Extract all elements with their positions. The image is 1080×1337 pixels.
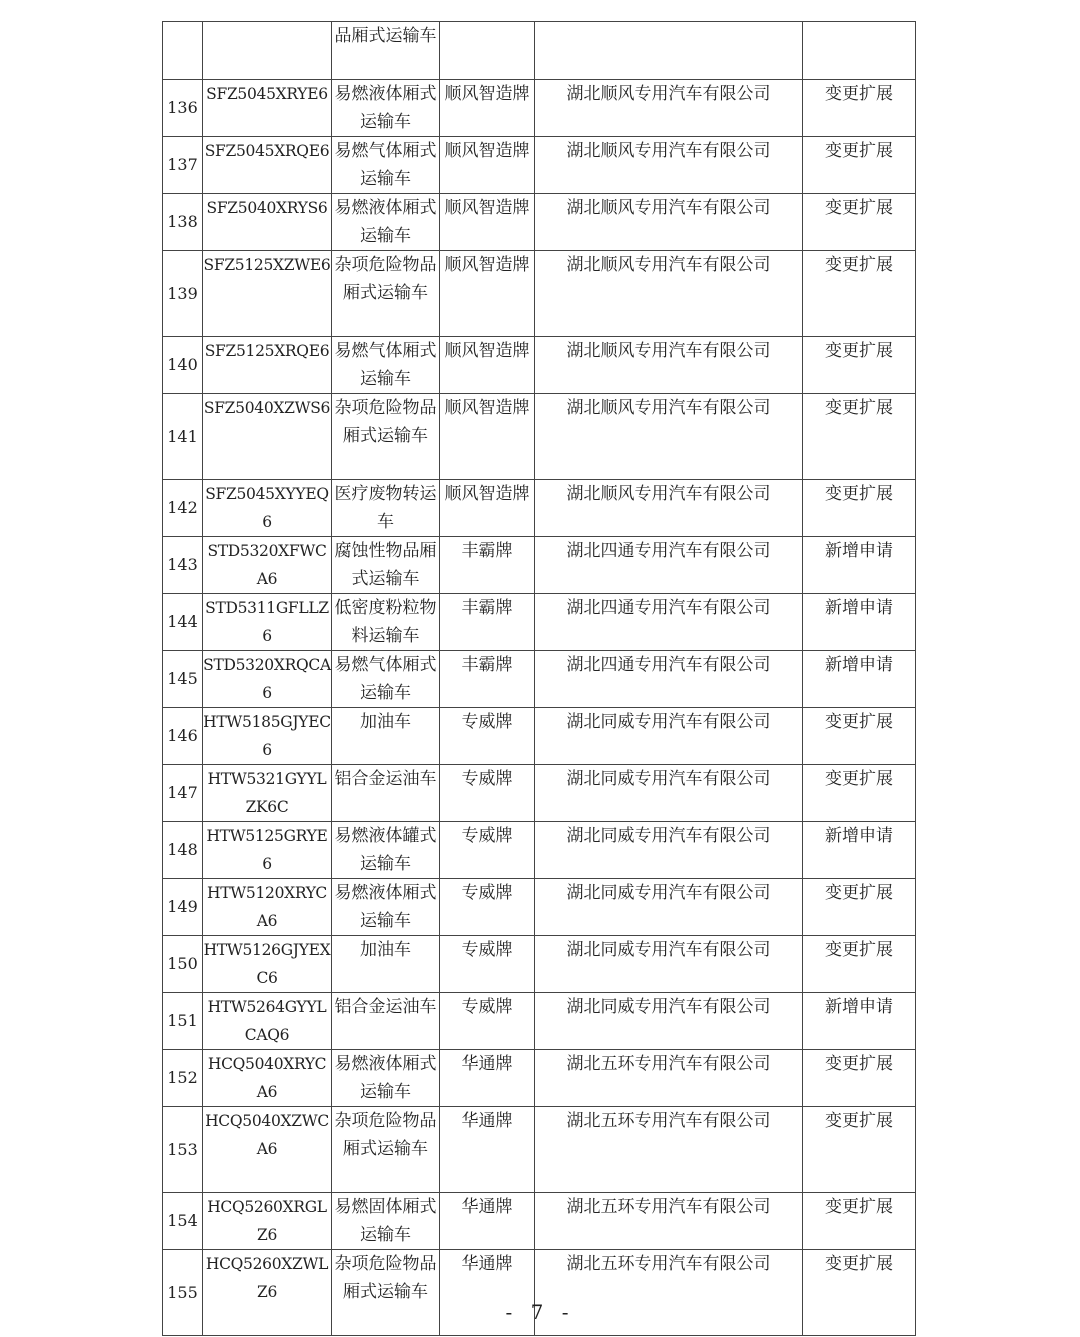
product-name-cell xyxy=(332,879,440,936)
company-name: 湖北同威专用汽车有限公司 xyxy=(566,940,771,960)
application-type-cell xyxy=(803,394,916,480)
brand-name: 顺风智造牌 xyxy=(444,84,530,104)
vehicle-catalog-table xyxy=(162,21,916,1336)
company-name: 湖北同威专用汽车有限公司 xyxy=(566,826,771,846)
application-type-cell xyxy=(803,194,916,251)
company-name: 湖北顺风专用汽车有限公司 xyxy=(566,141,771,161)
product-name: 易燃液体厢式运输车 xyxy=(334,883,437,931)
application-type-cell xyxy=(803,993,916,1050)
product-name: 易燃液体厢式运输车 xyxy=(334,84,437,132)
row-number-cell xyxy=(163,194,203,251)
table-row xyxy=(163,1193,916,1250)
product-name: 腐蚀性物品厢式运输车 xyxy=(334,541,437,589)
model-number: HTW5126GJYEXC6 xyxy=(203,941,331,987)
brand-name-cell xyxy=(440,194,535,251)
table-row xyxy=(163,137,916,194)
table-row xyxy=(163,822,916,879)
company-name: 湖北五环专用汽车有限公司 xyxy=(566,1054,771,1074)
table-row xyxy=(163,337,916,394)
model-number-cell xyxy=(203,1050,332,1107)
product-name: 加油车 xyxy=(360,940,411,960)
company-name: 湖北顺风专用汽车有限公司 xyxy=(566,255,771,275)
company-name: 湖北四通专用汽车有限公司 xyxy=(566,541,771,561)
model-number-cell xyxy=(203,251,332,337)
row-number: 143 xyxy=(167,555,198,574)
application-type: 变更扩展 xyxy=(825,398,893,418)
page-number: - 7 - xyxy=(505,1300,575,1324)
application-type-cell xyxy=(803,80,916,137)
application-type: 变更扩展 xyxy=(825,84,893,104)
model-number: SFZ5040XRYS6 xyxy=(206,199,328,217)
application-type: 变更扩展 xyxy=(825,1197,893,1217)
product-name: 杂项危险物品厢式运输车 xyxy=(334,398,437,446)
company-name-cell xyxy=(535,137,803,194)
company-name-cell xyxy=(535,594,803,651)
product-name: 易燃固体厢式运输车 xyxy=(334,1197,437,1245)
product-name: 品厢式运输车 xyxy=(334,26,437,46)
model-number-cell xyxy=(203,137,332,194)
row-number-cell xyxy=(163,708,203,765)
product-name-cell xyxy=(332,194,440,251)
model-number-cell xyxy=(203,651,332,708)
model-number: HCQ5040XZWCA6 xyxy=(205,1112,329,1158)
row-number: 138 xyxy=(167,212,198,231)
table-row xyxy=(163,936,916,993)
row-number: 144 xyxy=(167,612,198,631)
row-number: 153 xyxy=(167,1139,198,1159)
application-type-cell xyxy=(803,1193,916,1250)
brand-name-cell xyxy=(440,22,535,80)
row-number-cell xyxy=(163,651,203,708)
company-name: 湖北同威专用汽车有限公司 xyxy=(566,769,771,789)
company-name-cell xyxy=(535,480,803,537)
product-name: 加油车 xyxy=(360,712,411,732)
company-name-cell xyxy=(535,936,803,993)
table-row xyxy=(163,537,916,594)
application-type: 新增申请 xyxy=(825,655,893,675)
brand-name-cell xyxy=(440,594,535,651)
table-row xyxy=(163,708,916,765)
table-row xyxy=(163,1050,916,1107)
company-name: 湖北顺风专用汽车有限公司 xyxy=(566,398,771,418)
model-number: HTW5120XRYCA6 xyxy=(207,884,327,930)
model-number: SFZ5040XZWS6 xyxy=(203,399,331,417)
model-number-cell xyxy=(203,394,332,480)
model-number: HTW5321GYYLZK6C xyxy=(207,770,327,816)
brand-name: 顺风智造牌 xyxy=(444,198,530,218)
company-name-cell xyxy=(535,22,803,80)
model-number: SFZ5125XRQE6 xyxy=(204,342,330,360)
company-name: 湖北顺风专用汽车有限公司 xyxy=(566,198,771,218)
company-name: 湖北同威专用汽车有限公司 xyxy=(566,997,771,1017)
company-name-cell xyxy=(535,251,803,337)
brand-name-cell xyxy=(440,137,535,194)
application-type: 新增申请 xyxy=(825,541,893,561)
application-type: 变更扩展 xyxy=(825,141,893,161)
application-type-cell xyxy=(803,337,916,394)
product-name-cell xyxy=(332,394,440,480)
model-number-cell xyxy=(203,879,332,936)
company-name: 湖北同威专用汽车有限公司 xyxy=(566,883,771,903)
company-name-cell xyxy=(535,1107,803,1193)
application-type-cell xyxy=(803,137,916,194)
model-number: STD5311GFLLZ6 xyxy=(205,599,329,645)
brand-name-cell xyxy=(440,394,535,480)
row-number: 146 xyxy=(167,726,198,745)
application-type-cell xyxy=(803,1107,916,1193)
company-name: 湖北五环专用汽车有限公司 xyxy=(566,1197,771,1217)
brand-name-cell xyxy=(440,337,535,394)
model-number-cell xyxy=(203,1107,332,1193)
row-number-cell xyxy=(163,822,203,879)
model-number: STD5320XRQCA6 xyxy=(203,656,331,702)
model-number: SFZ5045XRYE6 xyxy=(206,85,328,103)
model-number: HCQ5260XRGLZ6 xyxy=(207,1198,327,1244)
company-name-cell xyxy=(535,537,803,594)
application-type: 变更扩展 xyxy=(825,883,893,903)
company-name-cell xyxy=(535,1193,803,1250)
product-name: 杂项危险物品厢式运输车 xyxy=(334,255,437,303)
brand-name: 专威牌 xyxy=(461,826,513,846)
brand-name: 丰霸牌 xyxy=(461,541,513,561)
application-type-cell xyxy=(803,822,916,879)
product-name: 铝合金运油车 xyxy=(334,769,437,789)
company-name: 湖北顺风专用汽车有限公司 xyxy=(566,84,771,104)
model-number-cell xyxy=(203,537,332,594)
company-name-cell xyxy=(535,822,803,879)
row-number: 155 xyxy=(167,1282,198,1302)
product-name: 易燃气体厢式运输车 xyxy=(334,141,437,189)
product-name: 医疗废物转运车 xyxy=(334,484,437,532)
company-name: 湖北五环专用汽车有限公司 xyxy=(566,1111,771,1131)
model-number-cell xyxy=(203,993,332,1050)
brand-name-cell xyxy=(440,80,535,137)
application-type-cell xyxy=(803,936,916,993)
row-number-cell xyxy=(163,251,203,337)
row-number: 148 xyxy=(167,840,198,859)
company-name: 湖北顺风专用汽车有限公司 xyxy=(566,484,771,504)
company-name-cell xyxy=(535,993,803,1050)
company-name: 湖北四通专用汽车有限公司 xyxy=(566,598,771,618)
product-name: 易燃液体罐式运输车 xyxy=(334,826,437,874)
company-name-cell xyxy=(535,1050,803,1107)
model-number: HTW5264GYYLCAQ6 xyxy=(207,998,327,1044)
application-type: 新增申请 xyxy=(825,826,893,846)
product-name-cell xyxy=(332,22,440,80)
row-number: 147 xyxy=(167,783,198,802)
application-type-cell xyxy=(803,1050,916,1107)
model-number-cell xyxy=(203,936,332,993)
application-type: 变更扩展 xyxy=(825,255,893,275)
application-type: 变更扩展 xyxy=(825,1111,893,1131)
row-number: 137 xyxy=(167,155,198,174)
row-number-cell xyxy=(163,993,203,1050)
model-number-cell xyxy=(203,708,332,765)
product-name-cell xyxy=(332,708,440,765)
row-number: 149 xyxy=(167,897,198,916)
product-name: 易燃液体厢式运输车 xyxy=(334,198,437,246)
row-number: 150 xyxy=(167,954,198,973)
product-name: 易燃气体厢式运输车 xyxy=(334,341,437,389)
model-number: SFZ5045XYYEQ6 xyxy=(205,485,329,531)
brand-name: 顺风智造牌 xyxy=(444,484,530,504)
brand-name: 专威牌 xyxy=(461,940,513,960)
brand-name: 顺风智造牌 xyxy=(444,398,530,418)
product-name-cell xyxy=(332,936,440,993)
brand-name: 华通牌 xyxy=(461,1111,513,1131)
row-number-cell xyxy=(163,137,203,194)
row-number-cell xyxy=(163,22,203,80)
application-type: 变更扩展 xyxy=(825,484,893,504)
brand-name: 顺风智造牌 xyxy=(444,255,530,275)
application-type-cell xyxy=(803,22,916,80)
product-name: 易燃液体厢式运输车 xyxy=(334,1054,437,1102)
application-type: 变更扩展 xyxy=(825,1054,893,1074)
row-number: 139 xyxy=(167,283,198,303)
product-name-cell xyxy=(332,1107,440,1193)
model-number: HTW5185GJYEC6 xyxy=(203,713,331,759)
company-name-cell xyxy=(535,80,803,137)
brand-name-cell xyxy=(440,537,535,594)
product-name: 低密度粉粒物料运输车 xyxy=(334,598,437,646)
brand-name-cell xyxy=(440,879,535,936)
table-row xyxy=(163,480,916,537)
product-name: 杂项危险物品厢式运输车 xyxy=(334,1111,437,1159)
model-number-cell xyxy=(203,822,332,879)
application-type: 变更扩展 xyxy=(825,769,893,789)
application-type-cell xyxy=(803,594,916,651)
row-number: 140 xyxy=(167,355,198,374)
row-number-cell xyxy=(163,1050,203,1107)
company-name-cell xyxy=(535,337,803,394)
brand-name: 华通牌 xyxy=(461,1197,513,1217)
brand-name: 华通牌 xyxy=(461,1254,513,1274)
product-name-cell xyxy=(332,594,440,651)
table-row xyxy=(163,1107,916,1193)
product-name-cell xyxy=(332,822,440,879)
row-number-cell xyxy=(163,394,203,480)
table-row xyxy=(163,194,916,251)
model-number-cell xyxy=(203,765,332,822)
table-row xyxy=(163,879,916,936)
application-type-cell xyxy=(803,708,916,765)
product-name-cell xyxy=(332,251,440,337)
row-number-cell xyxy=(163,765,203,822)
brand-name-cell xyxy=(440,1050,535,1107)
row-number-cell xyxy=(163,537,203,594)
company-name: 湖北五环专用汽车有限公司 xyxy=(566,1254,771,1274)
table-row xyxy=(163,22,916,80)
application-type-cell xyxy=(803,765,916,822)
table-row xyxy=(163,651,916,708)
product-name-cell xyxy=(332,337,440,394)
company-name-cell xyxy=(535,879,803,936)
product-name-cell xyxy=(332,651,440,708)
row-number: 145 xyxy=(167,669,198,688)
brand-name-cell xyxy=(440,1193,535,1250)
model-number-cell xyxy=(203,337,332,394)
row-number: 136 xyxy=(167,98,198,117)
row-number: 154 xyxy=(167,1211,198,1230)
row-number-cell xyxy=(163,594,203,651)
application-type-cell xyxy=(803,651,916,708)
table-row xyxy=(163,993,916,1050)
application-type-cell xyxy=(803,480,916,537)
company-name-cell xyxy=(535,708,803,765)
model-number: HTW5125GRYE6 xyxy=(206,827,328,873)
table-row xyxy=(163,594,916,651)
application-type-cell xyxy=(803,879,916,936)
product-name-cell xyxy=(332,1193,440,1250)
company-name: 湖北四通专用汽车有限公司 xyxy=(566,655,771,675)
table-row xyxy=(163,765,916,822)
model-number: HCQ5260XZWLZ6 xyxy=(205,1255,329,1301)
model-number: SFZ5125XZWE6 xyxy=(203,256,331,274)
model-number: SFZ5045XRQE6 xyxy=(204,142,330,160)
company-name: 湖北同威专用汽车有限公司 xyxy=(566,712,771,732)
application-type: 新增申请 xyxy=(825,598,893,618)
model-number-cell xyxy=(203,194,332,251)
application-type: 变更扩展 xyxy=(825,341,893,361)
brand-name: 华通牌 xyxy=(461,1054,513,1074)
row-number-cell xyxy=(163,879,203,936)
application-type: 变更扩展 xyxy=(825,712,893,732)
company-name-cell xyxy=(535,394,803,480)
brand-name-cell xyxy=(440,936,535,993)
row-number-cell xyxy=(163,1193,203,1250)
brand-name: 专威牌 xyxy=(461,712,513,732)
model-number-cell xyxy=(203,22,332,80)
brand-name: 专威牌 xyxy=(461,769,513,789)
company-name-cell xyxy=(535,651,803,708)
table-row xyxy=(163,394,916,480)
product-name-cell xyxy=(332,137,440,194)
application-type: 新增申请 xyxy=(825,997,893,1017)
application-type-cell xyxy=(803,537,916,594)
brand-name-cell xyxy=(440,822,535,879)
row-number-cell xyxy=(163,936,203,993)
product-name-cell xyxy=(332,537,440,594)
product-name-cell xyxy=(332,765,440,822)
model-number: STD5320XFWCA6 xyxy=(207,542,327,588)
brand-name-cell xyxy=(440,765,535,822)
row-number: 141 xyxy=(167,426,198,446)
product-name-cell xyxy=(332,993,440,1050)
product-name-cell xyxy=(332,480,440,537)
product-name: 杂项危险物品厢式运输车 xyxy=(334,1254,437,1302)
model-number-cell xyxy=(203,1193,332,1250)
row-number-cell xyxy=(163,80,203,137)
brand-name: 专威牌 xyxy=(461,883,513,903)
company-name-cell xyxy=(535,194,803,251)
brand-name-cell xyxy=(440,651,535,708)
row-number-cell xyxy=(163,1107,203,1193)
brand-name: 顺风智造牌 xyxy=(444,141,530,161)
row-number: 152 xyxy=(167,1068,198,1087)
brand-name: 丰霸牌 xyxy=(461,598,513,618)
company-name: 湖北顺风专用汽车有限公司 xyxy=(566,341,771,361)
brand-name: 专威牌 xyxy=(461,997,513,1017)
model-number: HCQ5040XRYCA6 xyxy=(207,1055,327,1101)
model-number-cell xyxy=(203,594,332,651)
product-name: 易燃气体厢式运输车 xyxy=(334,655,437,703)
table-row xyxy=(163,251,916,337)
product-name-cell xyxy=(332,1050,440,1107)
brand-name: 顺风智造牌 xyxy=(444,341,530,361)
brand-name-cell xyxy=(440,993,535,1050)
brand-name-cell xyxy=(440,251,535,337)
brand-name-cell xyxy=(440,1107,535,1193)
table-body xyxy=(163,22,916,1336)
application-type: 变更扩展 xyxy=(825,198,893,218)
table-row xyxy=(163,80,916,137)
product-name: 铝合金运油车 xyxy=(334,997,437,1017)
model-number-cell xyxy=(203,80,332,137)
application-type-cell xyxy=(803,251,916,337)
row-number-cell xyxy=(163,337,203,394)
row-number: 151 xyxy=(167,1011,198,1030)
company-name-cell xyxy=(535,765,803,822)
brand-name-cell xyxy=(440,480,535,537)
row-number-cell xyxy=(163,480,203,537)
application-type: 变更扩展 xyxy=(825,1254,893,1274)
brand-name-cell xyxy=(440,708,535,765)
brand-name: 丰霸牌 xyxy=(461,655,513,675)
product-name-cell xyxy=(332,80,440,137)
row-number: 142 xyxy=(167,498,198,517)
model-number-cell xyxy=(203,480,332,537)
application-type: 变更扩展 xyxy=(825,940,893,960)
